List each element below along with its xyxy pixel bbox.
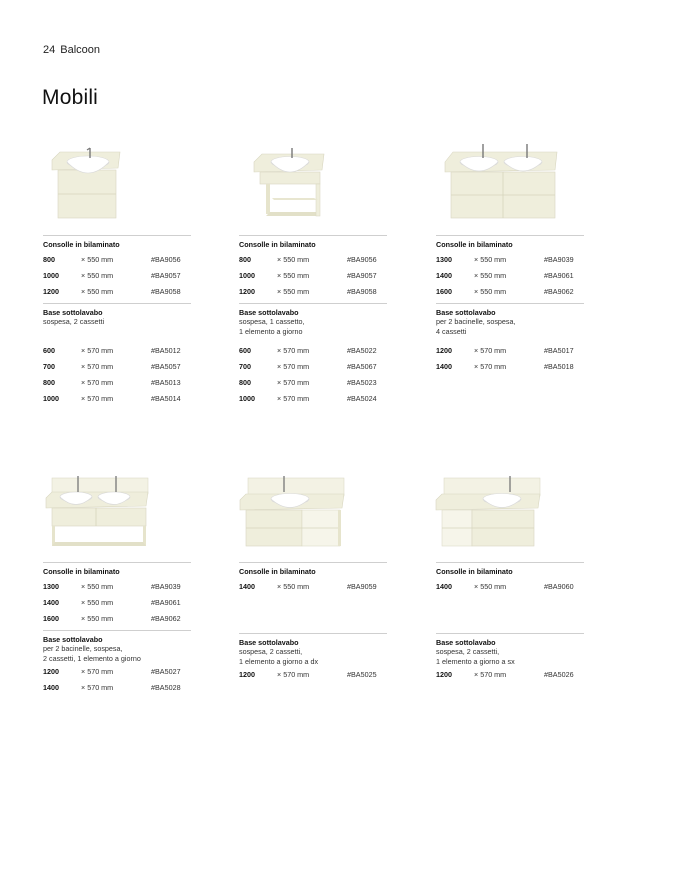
spec-row [436, 252, 584, 268]
vanity-illustration-6 [434, 472, 542, 550]
console-title: Consolle in bilaminato [239, 240, 316, 249]
width-value: 1200 [43, 287, 59, 296]
depth-value: × 550 mm [81, 287, 114, 296]
depth-value: × 550 mm [81, 271, 114, 280]
console-title: Consolle in bilaminato [436, 240, 513, 249]
depth-value: × 550 mm [474, 255, 507, 264]
width-value: 800 [43, 255, 55, 264]
divider [239, 235, 387, 236]
depth-value: × 570 mm [81, 346, 114, 355]
depth-value: × 570 mm [474, 346, 507, 355]
spec-row [436, 284, 584, 300]
spec-row [43, 391, 191, 407]
spec-row [43, 595, 191, 611]
depth-value: × 570 mm [277, 362, 310, 371]
depth-value: × 570 mm [81, 683, 114, 692]
divider [436, 235, 584, 236]
width-value: 1400 [43, 598, 59, 607]
article-code: #BA9057 [347, 271, 377, 280]
depth-value: × 570 mm [474, 362, 507, 371]
width-value: 1000 [43, 271, 59, 280]
vanity-illustration-5 [238, 472, 346, 550]
depth-value: × 550 mm [474, 287, 507, 296]
article-code: #BA5017 [544, 346, 574, 355]
base-title: Base sottolavabo [239, 638, 299, 647]
article-code: #BA9058 [347, 287, 377, 296]
article-code: #BA5025 [347, 670, 377, 679]
article-code: #BA5014 [151, 394, 181, 403]
product-card-4 [43, 562, 191, 696]
base-description: per 2 bacinelle, sospesa, 4 cassetti [436, 317, 516, 336]
vanity-illustration-2 [252, 140, 326, 220]
width-value: 800 [43, 378, 55, 387]
base-description: sospesa, 2 cassetti, 1 elemento a giorno a sx [436, 647, 515, 666]
width-value: 1600 [43, 614, 59, 623]
spec-row [43, 611, 191, 627]
page-title: Mobili [42, 86, 99, 109]
width-value: 1400 [239, 582, 255, 591]
divider [43, 303, 191, 304]
depth-value: × 570 mm [277, 378, 310, 387]
spec-row [436, 579, 584, 595]
console-title: Consolle in bilaminato [239, 567, 316, 576]
article-code: #BA9061 [544, 271, 574, 280]
vanity-illustration-1 [50, 140, 122, 222]
spec-row [239, 359, 387, 375]
spec-row [239, 284, 387, 300]
width-value: 700 [43, 362, 55, 371]
base-title: Base sottolavabo [436, 308, 496, 317]
spec-row [239, 667, 387, 683]
base-title: Base sottolavabo [43, 308, 103, 317]
spec-row [43, 252, 191, 268]
article-code: #BA9060 [544, 582, 574, 591]
spec-row [239, 375, 387, 391]
spec-row [436, 359, 584, 375]
article-code: #BA5024 [347, 394, 377, 403]
vanity-illustration-4 [44, 470, 150, 550]
spec-row [43, 268, 191, 284]
depth-value: × 570 mm [277, 346, 310, 355]
base-title: Base sottolavabo [436, 638, 496, 647]
depth-value: × 550 mm [81, 582, 114, 591]
divider [239, 303, 387, 304]
article-code: #BA5057 [151, 362, 181, 371]
width-value: 1000 [43, 394, 59, 403]
article-code: #BA5023 [347, 378, 377, 387]
article-code: #BA5028 [151, 683, 181, 692]
spec-row [239, 252, 387, 268]
product-card-3 [436, 235, 584, 375]
article-code: #BA5027 [151, 667, 181, 676]
depth-value: × 550 mm [277, 255, 310, 264]
divider [43, 630, 191, 631]
product-card-6 [436, 562, 584, 683]
width-value: 1300 [436, 255, 452, 264]
product-card-2 [239, 235, 387, 407]
console-title: Consolle in bilaminato [43, 240, 120, 249]
article-code: #BA9062 [544, 287, 574, 296]
spec-row [239, 268, 387, 284]
console-title: Consolle in bilaminato [43, 567, 120, 576]
console-title: Consolle in bilaminato [436, 567, 513, 576]
depth-value: × 550 mm [81, 614, 114, 623]
article-code: #BA9039 [151, 582, 181, 591]
article-code: #BA9059 [347, 582, 377, 591]
spec-row [43, 680, 191, 696]
article-code: #BA5013 [151, 378, 181, 387]
article-code: #BA5012 [151, 346, 181, 355]
spec-row [43, 664, 191, 680]
base-description: per 2 bacinelle, sospesa, 2 cassetti, 1 elemento a giorno [43, 644, 141, 663]
depth-value: × 570 mm [277, 394, 310, 403]
divider [436, 303, 584, 304]
depth-value: × 550 mm [277, 287, 310, 296]
width-value: 1400 [436, 362, 452, 371]
depth-value: × 550 mm [474, 582, 507, 591]
spec-row [43, 579, 191, 595]
article-code: #BA9058 [151, 287, 181, 296]
width-value: 700 [239, 362, 251, 371]
divider [436, 633, 584, 634]
article-code: #BA5018 [544, 362, 574, 371]
depth-value: × 550 mm [277, 582, 310, 591]
spec-row [436, 268, 584, 284]
article-code: #BA9056 [151, 255, 181, 264]
section-name: Balcoon [60, 44, 101, 56]
divider [43, 235, 191, 236]
spec-row [239, 579, 387, 595]
divider [436, 562, 584, 563]
width-value: 800 [239, 255, 251, 264]
article-code: #BA9056 [347, 255, 377, 264]
width-value: 1400 [43, 683, 59, 692]
width-value: 1000 [239, 394, 255, 403]
width-value: 600 [43, 346, 55, 355]
depth-value: × 570 mm [277, 670, 310, 679]
width-value: 800 [239, 378, 251, 387]
page-number: 24 [43, 44, 56, 56]
article-code: #BA5022 [347, 346, 377, 355]
width-value: 1400 [436, 582, 452, 591]
article-code: #BA5067 [347, 362, 377, 371]
spec-row [436, 667, 584, 683]
depth-value: × 550 mm [81, 598, 114, 607]
width-value: 1200 [436, 346, 452, 355]
divider [239, 562, 387, 563]
divider [43, 562, 191, 563]
spec-row [43, 375, 191, 391]
depth-value: × 550 mm [474, 271, 507, 280]
article-code: #BA9061 [151, 598, 181, 607]
divider [239, 633, 387, 634]
spec-row [239, 343, 387, 359]
product-card-5 [239, 562, 387, 683]
depth-value: × 570 mm [81, 667, 114, 676]
spec-row [239, 391, 387, 407]
width-value: 1200 [239, 670, 255, 679]
spec-row [43, 284, 191, 300]
depth-value: × 570 mm [81, 362, 114, 371]
base-description: sospesa, 2 cassetti, 1 elemento a giorno a dx [239, 647, 319, 666]
base-title: Base sottolavabo [43, 635, 103, 644]
spec-row [436, 343, 584, 359]
article-code: #BA9057 [151, 271, 181, 280]
width-value: 1200 [436, 670, 452, 679]
page-header [43, 44, 100, 56]
article-code: #BA5026 [544, 670, 574, 679]
depth-value: × 550 mm [81, 255, 114, 264]
base-description: sospesa, 2 cassetti [43, 317, 105, 326]
base-title: Base sottolavabo [239, 308, 299, 317]
depth-value: × 570 mm [81, 394, 114, 403]
base-description: sospesa, 1 cassetto, 1 elemento a giorno [239, 317, 305, 336]
depth-value: × 570 mm [81, 378, 114, 387]
width-value: 600 [239, 346, 251, 355]
depth-value: × 570 mm [474, 670, 507, 679]
vanity-illustration-3 [443, 138, 559, 222]
width-value: 1200 [43, 667, 59, 676]
article-code: #BA9039 [544, 255, 574, 264]
width-value: 1300 [43, 582, 59, 591]
spec-row [43, 359, 191, 375]
product-card-1 [43, 235, 191, 407]
width-value: 1600 [436, 287, 452, 296]
spec-row [43, 343, 191, 359]
depth-value: × 550 mm [277, 271, 310, 280]
width-value: 1200 [239, 287, 255, 296]
width-value: 1000 [239, 271, 255, 280]
article-code: #BA9062 [151, 614, 181, 623]
width-value: 1400 [436, 271, 452, 280]
